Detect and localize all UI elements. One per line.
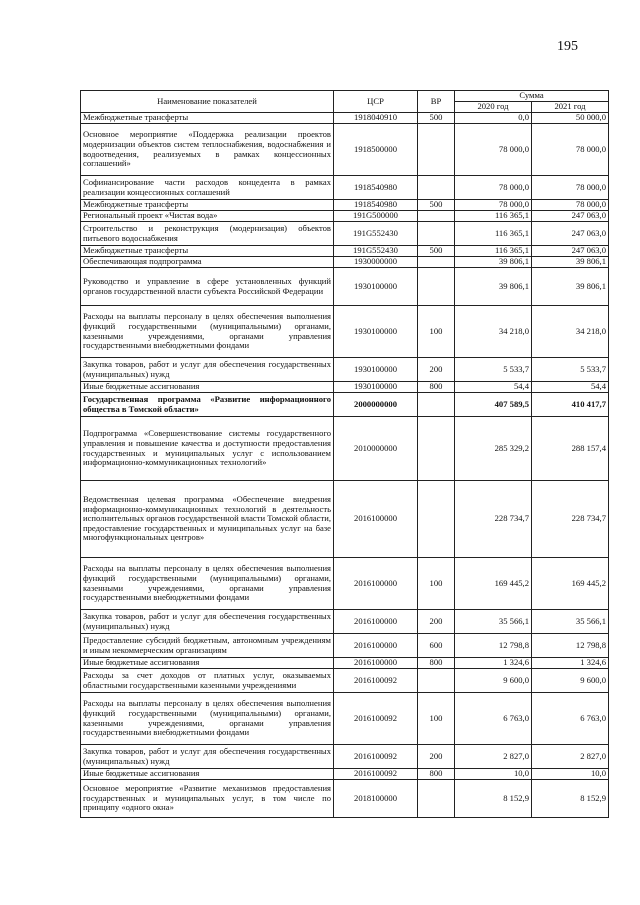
row-vr: [418, 481, 455, 558]
row-csr: 2016100000: [334, 481, 418, 558]
row-amount-2021: 247 063,0: [532, 222, 609, 246]
row-amount-2021: 78 000,0: [532, 124, 609, 176]
row-amount-2021: 228 734,7: [532, 481, 609, 558]
row-amount-2020: 6 763,0: [455, 693, 532, 745]
row-name: Иные бюджетные ассигнования: [81, 658, 334, 669]
row-vr: 100: [418, 306, 455, 358]
row-amount-2021: 247 063,0: [532, 211, 609, 222]
row-amount-2020: 54,4: [455, 382, 532, 393]
row-amount-2020: 35 566,1: [455, 610, 532, 634]
table-row: [81, 745, 609, 769]
row-csr: 2016100000: [334, 634, 418, 658]
row-amount-2021: 78 000,0: [532, 176, 609, 200]
row-name: Софинансирование части расходов концедента в рамках реализации концессионных соглашений: [81, 176, 334, 200]
row-name: Иные бюджетные ассигнования: [81, 382, 334, 393]
row-csr: 1918540980: [334, 200, 418, 211]
row-name: Межбюджетные трансферты: [81, 200, 334, 211]
table-row: [81, 693, 609, 745]
row-csr: 1918040910: [334, 113, 418, 124]
row-vr: 500: [418, 200, 455, 211]
table-row: [81, 393, 609, 417]
table-row: [81, 382, 609, 393]
row-amount-2020: 407 589,5: [455, 393, 532, 417]
row-vr: 800: [418, 658, 455, 669]
row-csr: 2016100092: [334, 669, 418, 693]
row-name: Закупка товаров, работ и услуг для обеспечения государственных (муниципальных) нужд: [81, 745, 334, 769]
table-row: [81, 669, 609, 693]
row-name: Руководство и управление в сфере установленных функций органов государственной власти субъекта Российской Федерации: [81, 268, 334, 306]
row-vr: 100: [418, 693, 455, 745]
row-csr: 1930100000: [334, 306, 418, 358]
row-amount-2021: 410 417,7: [532, 393, 609, 417]
header-vr: ВР: [418, 91, 455, 113]
row-csr: 2010000000: [334, 417, 418, 481]
row-csr: 2016100092: [334, 693, 418, 745]
row-amount-2020: 116 365,1: [455, 211, 532, 222]
row-amount-2020: 0,0: [455, 113, 532, 124]
row-amount-2020: 2 827,0: [455, 745, 532, 769]
table-row: [81, 257, 609, 268]
row-vr: [418, 669, 455, 693]
row-csr: 2016100092: [334, 745, 418, 769]
row-amount-2020: 116 365,1: [455, 222, 532, 246]
row-csr: 1930000000: [334, 257, 418, 268]
row-csr: 191G552430: [334, 246, 418, 257]
row-amount-2020: 169 445,2: [455, 558, 532, 610]
row-amount-2021: 5 533,7: [532, 358, 609, 382]
row-amount-2021: 6 763,0: [532, 693, 609, 745]
table-row: [81, 268, 609, 306]
row-csr: 1918500000: [334, 124, 418, 176]
row-amount-2021: 39 806,1: [532, 268, 609, 306]
row-amount-2020: 78 000,0: [455, 200, 532, 211]
row-amount-2020: 12 798,8: [455, 634, 532, 658]
table-row: [81, 200, 609, 211]
row-amount-2021: 169 445,2: [532, 558, 609, 610]
row-csr: 1930100000: [334, 358, 418, 382]
row-name: Строительство и реконструкция (модернизация) объектов питьевого водоснабжения: [81, 222, 334, 246]
row-amount-2020: 34 218,0: [455, 306, 532, 358]
row-name: Предоставление субсидий бюджетным, автономным учреждениям и иным некоммерческим организациям: [81, 634, 334, 658]
page-number: 195: [557, 39, 578, 54]
row-amount-2021: 39 806,1: [532, 257, 609, 268]
row-amount-2021: 9 600,0: [532, 669, 609, 693]
table-body: [81, 113, 609, 818]
row-name: Закупка товаров, работ и услуг для обеспечения государственных (муниципальных) нужд: [81, 610, 334, 634]
budget-table: [80, 90, 609, 818]
row-vr: [418, 211, 455, 222]
header-sum: Сумма: [455, 91, 609, 102]
row-vr: 800: [418, 769, 455, 780]
row-amount-2021: 78 000,0: [532, 200, 609, 211]
table-row: [81, 246, 609, 257]
row-amount-2020: 8 152,9: [455, 780, 532, 818]
row-name: Основное мероприятие «Поддержка реализации проектов модернизации объектов систем теплоснабжения, водоснабжения и водоотведения, реализуемых в рамках концессионных соглашений»: [81, 124, 334, 176]
table-row: [81, 658, 609, 669]
row-name: Закупка товаров, работ и услуг для обеспечения государственных (муниципальных) нужд: [81, 358, 334, 382]
row-amount-2021: 35 566,1: [532, 610, 609, 634]
row-vr: [418, 222, 455, 246]
row-vr: 800: [418, 382, 455, 393]
row-amount-2020: 5 533,7: [455, 358, 532, 382]
row-amount-2021: 8 152,9: [532, 780, 609, 818]
row-name: Региональный проект «Чистая вода»: [81, 211, 334, 222]
table-row: [81, 481, 609, 558]
row-amount-2020: 228 734,7: [455, 481, 532, 558]
row-name: Иные бюджетные ассигнования: [81, 769, 334, 780]
row-vr: 600: [418, 634, 455, 658]
row-vr: [418, 393, 455, 417]
row-amount-2020: 78 000,0: [455, 176, 532, 200]
row-vr: [418, 417, 455, 481]
table-row: [81, 124, 609, 176]
row-name: Расходы на выплаты персоналу в целях обеспечения выполнения функций государственными (муниципальными) органами, казенными учреждениями, органами управления государственными внебюджетными фондами: [81, 306, 334, 358]
row-name: Государственная программа «Развитие информационного общества в Томской области»: [81, 393, 334, 417]
row-vr: 100: [418, 558, 455, 610]
row-amount-2021: 10,0: [532, 769, 609, 780]
table-row: [81, 176, 609, 200]
row-vr: [418, 780, 455, 818]
row-csr: 1930100000: [334, 268, 418, 306]
table-row: [81, 558, 609, 610]
row-vr: [418, 124, 455, 176]
row-csr: 1918540980: [334, 176, 418, 200]
row-name: Обеспечивающая подпрограмма: [81, 257, 334, 268]
row-csr: 2016100000: [334, 610, 418, 634]
row-name: Основное мероприятие «Развитие механизмов предоставления государственных и муниципальных услуг, в том числе по принципу «одного окна»: [81, 780, 334, 818]
row-amount-2021: 1 324,6: [532, 658, 609, 669]
row-csr: 2018100000: [334, 780, 418, 818]
row-vr: 500: [418, 113, 455, 124]
row-amount-2020: 285 329,2: [455, 417, 532, 481]
row-amount-2020: 1 324,6: [455, 658, 532, 669]
table-row: [81, 113, 609, 124]
table-row: [81, 780, 609, 818]
header-name: Наименование показателей: [81, 91, 334, 113]
table-row: [81, 358, 609, 382]
row-vr: [418, 176, 455, 200]
row-amount-2021: 12 798,8: [532, 634, 609, 658]
row-name: Ведомственная целевая программа «Обеспечение внедрения информационно-коммуникационных технологий в деятельность исполнительных органов государственной власти Томской области, предоставление государственных и муниципальных услуг на базе многофункциональных центров»: [81, 481, 334, 558]
row-vr: [418, 268, 455, 306]
row-amount-2020: 10,0: [455, 769, 532, 780]
row-amount-2021: 54,4: [532, 382, 609, 393]
row-amount-2021: 34 218,0: [532, 306, 609, 358]
row-name: Межбюджетные трансферты: [81, 246, 334, 257]
row-vr: 200: [418, 358, 455, 382]
row-name: Расходы за счет доходов от платных услуг, оказываемых областными государственными казенными учреждениями: [81, 669, 334, 693]
row-vr: 200: [418, 745, 455, 769]
row-csr: 2000000000: [334, 393, 418, 417]
row-amount-2021: 288 157,4: [532, 417, 609, 481]
table-row: [81, 211, 609, 222]
row-csr: 191G500000: [334, 211, 418, 222]
row-name: Межбюджетные трансферты: [81, 113, 334, 124]
row-amount-2021: 247 063,0: [532, 246, 609, 257]
row-amount-2020: 39 806,1: [455, 268, 532, 306]
row-amount-2021: 2 827,0: [532, 745, 609, 769]
header-csr: ЦСР: [334, 91, 418, 113]
table-row: [81, 222, 609, 246]
header-year-2020: 2020 год: [455, 102, 532, 113]
row-name: Расходы на выплаты персоналу в целях обеспечения выполнения функций государственными (муниципальными) органами, казенными учреждениями, органами управления государственными внебюджетными фондами: [81, 693, 334, 745]
table-row: [81, 417, 609, 481]
row-amount-2020: 9 600,0: [455, 669, 532, 693]
row-amount-2020: 116 365,1: [455, 246, 532, 257]
row-csr: 191G552430: [334, 222, 418, 246]
row-vr: [418, 257, 455, 268]
table-row: [81, 634, 609, 658]
row-csr: 2016100092: [334, 769, 418, 780]
row-vr: 200: [418, 610, 455, 634]
row-csr: 2016100000: [334, 558, 418, 610]
row-csr: 2016100000: [334, 658, 418, 669]
row-name: Расходы на выплаты персоналу в целях обеспечения выполнения функций государственными (муниципальными) органами, казенными учреждениями, органами управления государственными внебюджетными фондами: [81, 558, 334, 610]
header-year-2021: 2021 год: [532, 102, 609, 113]
row-amount-2020: 39 806,1: [455, 257, 532, 268]
row-amount-2021: 50 000,0: [532, 113, 609, 124]
row-amount-2020: 78 000,0: [455, 124, 532, 176]
row-name: Подпрограмма «Совершенствование системы государственного управления и повышение качества и доступности предоставления государственных и муниципальных услуг с использованием информационно-коммуникационных технологий»: [81, 417, 334, 481]
table-row: [81, 769, 609, 780]
row-vr: 500: [418, 246, 455, 257]
table-row: [81, 610, 609, 634]
table-row: [81, 306, 609, 358]
row-csr: 1930100000: [334, 382, 418, 393]
table-header: [81, 91, 609, 113]
